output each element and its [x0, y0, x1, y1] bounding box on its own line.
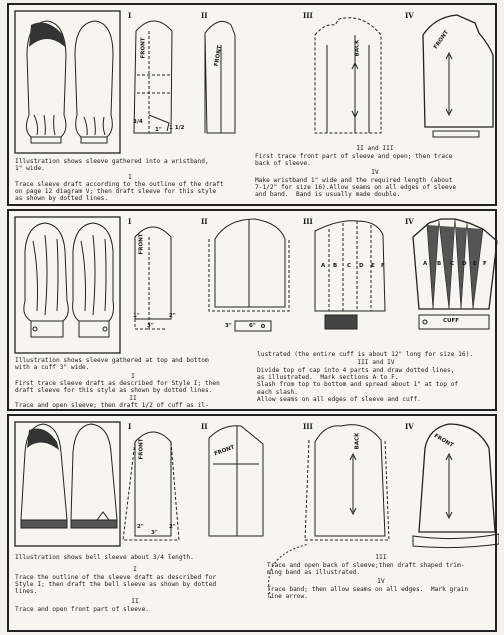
- style2-step-2-cont: lustrated (the entire cuff is about 12" long for size 16).: [257, 351, 474, 358]
- style2-measure-1: 1": [133, 313, 140, 319]
- style1-measure-3: 1 1/2: [169, 125, 185, 131]
- style2-section-a2: A: [423, 261, 428, 267]
- style1-panel: [7, 3, 497, 206]
- style2-section-c2: C: [450, 261, 455, 267]
- style2-section-b: B: [333, 263, 338, 269]
- style2-step-roman: I: [131, 373, 135, 380]
- style2-measure-3: 2": [169, 313, 176, 319]
- style2-measure-5: 6": [249, 323, 256, 329]
- diagram-4: [419, 424, 495, 532]
- style3-front-label: FRONT: [138, 438, 145, 460]
- style3-measure-2: 3": [151, 530, 158, 536]
- style1-step-roman-2: II and III: [356, 145, 394, 152]
- style2-roman-4: IV: [405, 217, 414, 226]
- style1-step-1: Trace sleeve draft according to the outline of the draft on page 12 diagram V; then draft sleeve for this style as shown by dotted lines.: [15, 181, 224, 203]
- style2-front-label: FRONT: [138, 233, 145, 255]
- diagram-3: [315, 18, 381, 133]
- style1-roman-2: II: [201, 11, 208, 20]
- style2-step-roman-3: III and IV: [357, 359, 395, 366]
- style3-panel: [7, 414, 497, 632]
- style3-roman-2: II: [201, 422, 208, 431]
- style2-section-b2: B: [437, 261, 442, 267]
- style2-measure-2: 3": [147, 323, 154, 329]
- style3-step-roman-3: III: [375, 554, 387, 561]
- style1-roman-4: IV: [405, 11, 414, 20]
- style1-intro: Illustration shows sleeve gathered into a wristband, 1" wide.: [15, 158, 209, 173]
- style2-roman-1: I: [128, 217, 132, 226]
- sleeve-illustration-back: [71, 424, 117, 520]
- style3-step-2: Trace and open front part of sleeve.: [15, 606, 150, 613]
- style3-front-label-2: FRONT: [213, 444, 236, 458]
- style1-measure-2: 1": [155, 127, 162, 133]
- style1-step-roman-3: IV: [371, 169, 379, 176]
- style2-section-f: F: [381, 263, 385, 269]
- style3-step-3: Trace and open back of sleeve;then draft shaped trim- ming band as illustrated.: [267, 562, 465, 577]
- style3-step-roman-4: IV: [377, 578, 385, 585]
- style2-step-2: Trace and open sleeve; then draft 1/2 of cuff as il-: [15, 402, 209, 409]
- style3-roman-4: IV: [405, 422, 414, 431]
- diagram-2: [205, 21, 235, 133]
- diagram-2: [215, 219, 285, 307]
- style1-front-label-2: FRONT: [213, 45, 224, 67]
- style3-intro: Illustration shows bell sleeve about 3/4 length.: [15, 554, 194, 561]
- style3-roman-3: III: [303, 422, 313, 431]
- style2-roman-3: III: [303, 217, 313, 226]
- style2-step-roman-2: II: [129, 395, 137, 402]
- diagram-3: [315, 425, 385, 536]
- style2-panel: [7, 209, 497, 411]
- style3-roman-1: I: [128, 422, 132, 431]
- style3-back-label: BACK: [354, 432, 361, 450]
- style3-step-1: Trace the outline of the sleeve draft as described for Style I; then draft the bell sleeve as shown by dotted lines.: [15, 574, 217, 596]
- style2-step-3: Divide top of cap into 4 parts and draw dotted lines, as illustrated. Mark sections A to F. Slash from top to bottom and spread about 1" at top of each slash. Allow seams on all edges of sleeve and cuff.: [257, 367, 459, 403]
- style1-back-label: BACK: [354, 39, 361, 57]
- diagram-2: [209, 426, 263, 536]
- style3-measure-1: 2": [137, 524, 144, 530]
- style2-section-e: E: [371, 263, 375, 269]
- style1-front-label: FRONT: [140, 37, 147, 59]
- diagram-4: [423, 15, 493, 127]
- style2-section-e2: E: [473, 261, 477, 267]
- style2-section-a: A: [321, 263, 326, 269]
- style3-step-4: Trace band; then allow seams on all edges. Mark grain line arrow.: [267, 586, 469, 601]
- style2-section-d: D: [359, 263, 364, 269]
- style1-front-label-3: FRONT: [433, 29, 451, 51]
- style2-measure-4: 3": [225, 323, 232, 329]
- style2-section-c: C: [347, 263, 352, 269]
- style1-step-2: First trace front part of sleeve and open; then trace back of sleeve.: [255, 153, 453, 168]
- style1-measure-1: 3/4: [133, 119, 143, 125]
- style2-section-f2: F: [483, 261, 487, 267]
- style2-roman-2: II: [201, 217, 208, 226]
- style3-step-roman-2: II: [131, 598, 139, 605]
- style1-roman-1: I: [128, 11, 132, 20]
- style3-step-roman: I: [133, 566, 137, 573]
- style3-measure-3: 2": [169, 524, 176, 530]
- style2-section-d2: D: [462, 261, 467, 267]
- style1-step-roman: I: [128, 174, 132, 181]
- style1-step-3: Make wristband 1" wide and the required length (about 7-1/2" for size 16).Allow seams on all edges of sleeve and band. Band is usually made double.: [255, 177, 457, 199]
- style2-intro: Illustration shows sleeve gathered at top and bottom with a cuff 3" wide.: [15, 357, 209, 372]
- style3-front-label-3: FRONT: [432, 433, 455, 449]
- style1-roman-3: III: [303, 11, 313, 20]
- style2-step-1: First trace sleeve draft as described for Style I; then draft sleeve for this style as shown by dotted lines.: [15, 380, 220, 395]
- style2-cuff-label: CUFF: [443, 318, 460, 324]
